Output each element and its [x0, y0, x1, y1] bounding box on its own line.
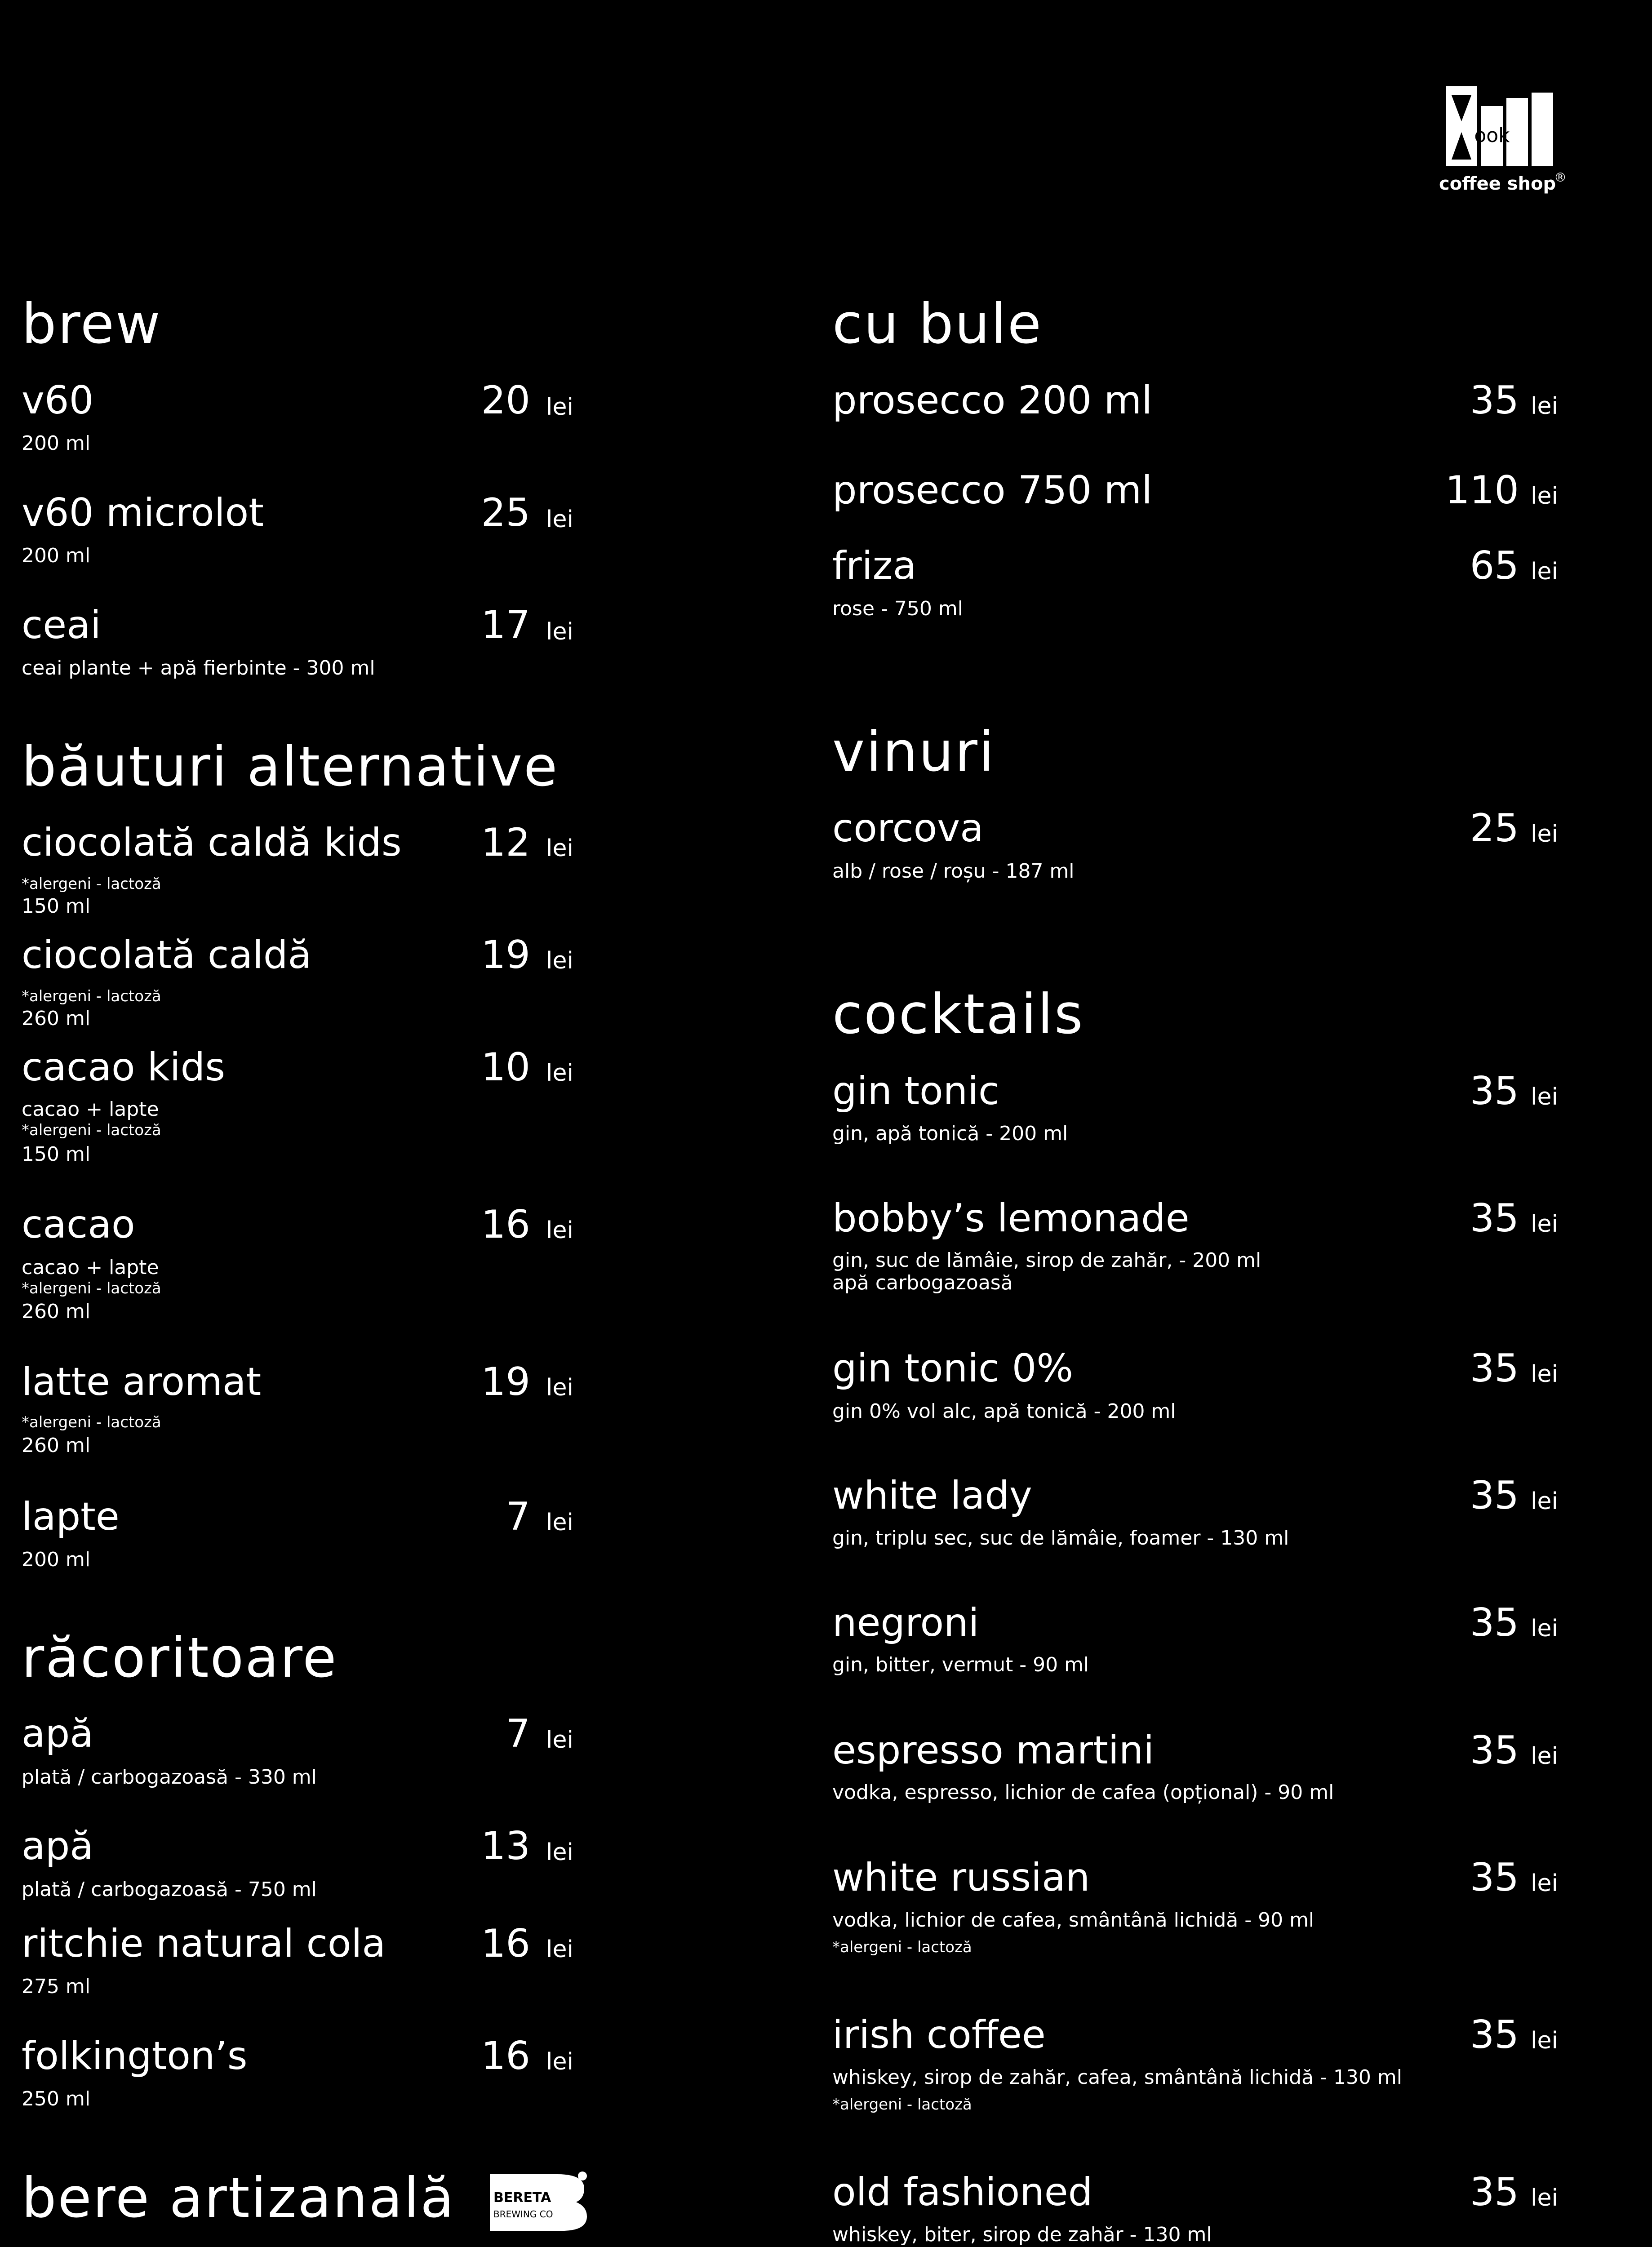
- section-title-bere-artizanala: bere artizanală: [22, 2166, 456, 2230]
- item-price: 35: [1470, 1473, 1519, 1518]
- item-name: negroni: [832, 1600, 979, 1645]
- item-desc: 150 ml: [22, 895, 91, 918]
- section-title-brew: brew: [22, 292, 162, 356]
- currency: lei: [546, 835, 573, 862]
- item-price: 110: [1445, 468, 1519, 513]
- section-title-racoritoare: răcoritoare: [22, 1626, 338, 1690]
- svg-text:®: ®: [1554, 170, 1567, 185]
- book-logo-icon: [1438, 85, 1573, 202]
- item-price: 35: [1470, 1346, 1519, 1391]
- item-price: 12: [481, 820, 530, 865]
- item-name: prosecco 200 ml: [832, 378, 1153, 423]
- item-ingredients: cacao + lapte: [22, 1256, 159, 1279]
- item-name: ritchie natural cola: [22, 1921, 386, 1966]
- currency: lei: [546, 1060, 573, 1087]
- currency: lei: [546, 1839, 573, 1866]
- item-name: old fashioned: [832, 2170, 1093, 2215]
- currency: lei: [1531, 1488, 1558, 1515]
- item-desc: 150 ml: [22, 1143, 91, 1166]
- item-desc: gin, bitter, vermut - 90 ml: [832, 1653, 1089, 1676]
- item-desc: whiskey, biter, sirop de zahăr - 130 ml: [832, 2223, 1212, 2246]
- currency: lei: [546, 1374, 573, 1401]
- item-name: lapte: [22, 1494, 120, 1539]
- item-price: 35: [1470, 2012, 1519, 2057]
- item-desc: alb / rose / roșu - 187 ml: [832, 860, 1075, 883]
- item-allergen: *alergeni - lactoză: [22, 1413, 161, 1431]
- book-coffee-shop-logo: [1438, 85, 1573, 202]
- item-name: ciocolată caldă kids: [22, 820, 402, 865]
- item-name: gin tonic 0%: [832, 1346, 1074, 1391]
- item-allergen: *alergeni - lactoză: [22, 1279, 161, 1297]
- item-price: 10: [481, 1045, 530, 1090]
- item-allergen: *alergeni - lactoză: [832, 2096, 972, 2114]
- item-price: 17: [481, 603, 530, 648]
- item-name: espresso martini: [832, 1728, 1155, 1773]
- item-name: gin tonic: [832, 1069, 1000, 1114]
- item-price: 35: [1470, 1855, 1519, 1900]
- item-price: 35: [1470, 1728, 1519, 1773]
- item-desc: 260 ml: [22, 1300, 91, 1323]
- currency: lei: [1531, 1870, 1558, 1897]
- item-name: latte aromat: [22, 1359, 262, 1404]
- item-name: v60: [22, 378, 94, 423]
- item-price: 20: [481, 378, 530, 423]
- item-desc: gin, suc de lămâie, sirop de zahăr, - 200 ml: [832, 1249, 1261, 1272]
- item-desc: 260 ml: [22, 1007, 91, 1030]
- bereta-logo-icon: [490, 2171, 593, 2234]
- item-name: apă: [22, 1711, 93, 1756]
- item-desc: ceai plante + apă fierbinte - 300 ml: [22, 657, 375, 679]
- currency: lei: [1531, 1084, 1558, 1110]
- item-name: ciocolată caldă: [22, 933, 312, 977]
- item-desc: gin, apă tonică - 200 ml: [832, 1122, 1068, 1145]
- item-ingredients: cacao + lapte: [22, 1098, 159, 1121]
- item-name: white russian: [832, 1855, 1090, 1900]
- currency: lei: [546, 506, 573, 533]
- item-name: apă: [22, 1824, 93, 1869]
- item-price: 19: [481, 1359, 530, 1404]
- currency: lei: [1531, 1615, 1558, 1642]
- item-desc: 260 ml: [22, 1434, 91, 1457]
- currency: lei: [1531, 2027, 1558, 2054]
- section-title-cu-bule: cu bule: [832, 292, 1043, 356]
- item-desc: vodka, espresso, lichior de cafea (opțional) - 90 ml: [832, 1781, 1334, 1804]
- item-desc: 200 ml: [22, 1548, 91, 1571]
- item-desc: plată / carbogazoasă - 330 ml: [22, 1766, 317, 1789]
- item-desc: whiskey, sirop de zahăr, cafea, smântână lichidă - 130 ml: [832, 2066, 1402, 2089]
- item-desc: vodka, lichior de cafea, smântână lichidă - 90 ml: [832, 1909, 1314, 1932]
- item-name: friza: [832, 543, 917, 588]
- svg-text:BREWING CO: BREWING CO: [493, 2209, 553, 2220]
- item-desc: rose - 750 ml: [832, 597, 963, 620]
- item-allergen: *alergeni - lactoză: [22, 987, 161, 1005]
- currency: lei: [546, 1509, 573, 1536]
- item-name: white lady: [832, 1473, 1032, 1518]
- item-name: cacao: [22, 1202, 135, 1247]
- item-name: v60 microlot: [22, 490, 264, 535]
- section-title-cocktails: cocktails: [832, 982, 1084, 1046]
- currency: lei: [1531, 821, 1558, 848]
- item-allergen: *alergeni - lactoză: [22, 875, 161, 893]
- currency: lei: [546, 1936, 573, 1963]
- item-price: 35: [1470, 378, 1519, 423]
- item-name: corcova: [832, 806, 984, 851]
- item-price: 35: [1470, 2170, 1519, 2215]
- item-price: 25: [1470, 806, 1519, 851]
- item-name: ceai: [22, 603, 101, 648]
- item-desc: 250 ml: [22, 2087, 91, 2110]
- item-name: bobby’s lemonade: [832, 1196, 1190, 1241]
- item-price: 7: [506, 1494, 530, 1539]
- currency: lei: [1531, 1211, 1558, 1238]
- svg-text:BERETA: BERETA: [493, 2190, 551, 2206]
- item-price: 16: [481, 1202, 530, 1247]
- item-price: 35: [1470, 1196, 1519, 1241]
- currency: lei: [1531, 1361, 1558, 1388]
- item-desc-line2: apă carbogazoasă: [832, 1271, 1013, 1294]
- currency: lei: [1531, 393, 1558, 420]
- item-price: 35: [1470, 1600, 1519, 1645]
- item-name: irish coffee: [832, 2012, 1046, 2057]
- item-price: 35: [1470, 1069, 1519, 1114]
- currency: lei: [1531, 1743, 1558, 1770]
- item-allergen: *alergeni - lactoză: [22, 1121, 161, 1139]
- currency: lei: [546, 1217, 573, 1244]
- item-price: 7: [506, 1711, 530, 1756]
- item-name: cacao kids: [22, 1045, 226, 1090]
- svg-text:ook: ook: [1474, 124, 1510, 147]
- item-desc: 200 ml: [22, 544, 91, 567]
- item-price: 65: [1470, 543, 1519, 588]
- currency: lei: [1531, 558, 1558, 585]
- item-desc: 275 ml: [22, 1975, 91, 1998]
- currency: lei: [546, 947, 573, 974]
- currency: lei: [546, 618, 573, 645]
- bereta-badge: [490, 2171, 593, 2234]
- currency: lei: [1531, 2185, 1558, 2211]
- currency: lei: [1531, 483, 1558, 510]
- currency: lei: [546, 394, 573, 421]
- item-desc: 200 ml: [22, 432, 91, 455]
- item-allergen: *alergeni - lactoză: [832, 1938, 972, 1956]
- section-title-bauturi-alternative: băuturi alternative: [22, 735, 559, 799]
- brand-tagline: coffee shop: [1439, 173, 1556, 194]
- item-desc: plată / carbogazoasă - 750 ml: [22, 1878, 317, 1901]
- item-price: 16: [481, 2034, 530, 2078]
- section-title-vinuri: vinuri: [832, 720, 995, 784]
- item-price: 19: [481, 933, 530, 977]
- item-desc: gin, triplu sec, suc de lămâie, foamer - 130 ml: [832, 1527, 1289, 1550]
- item-desc: gin 0% vol alc, apă tonică - 200 ml: [832, 1400, 1176, 1423]
- item-price: 25: [481, 490, 530, 535]
- currency: lei: [546, 2048, 573, 2075]
- item-name: prosecco 750 ml: [832, 468, 1153, 513]
- currency: lei: [546, 1727, 573, 1754]
- item-price: 13: [481, 1824, 530, 1869]
- item-price: 16: [481, 1921, 530, 1966]
- item-name: folkington’s: [22, 2034, 248, 2078]
